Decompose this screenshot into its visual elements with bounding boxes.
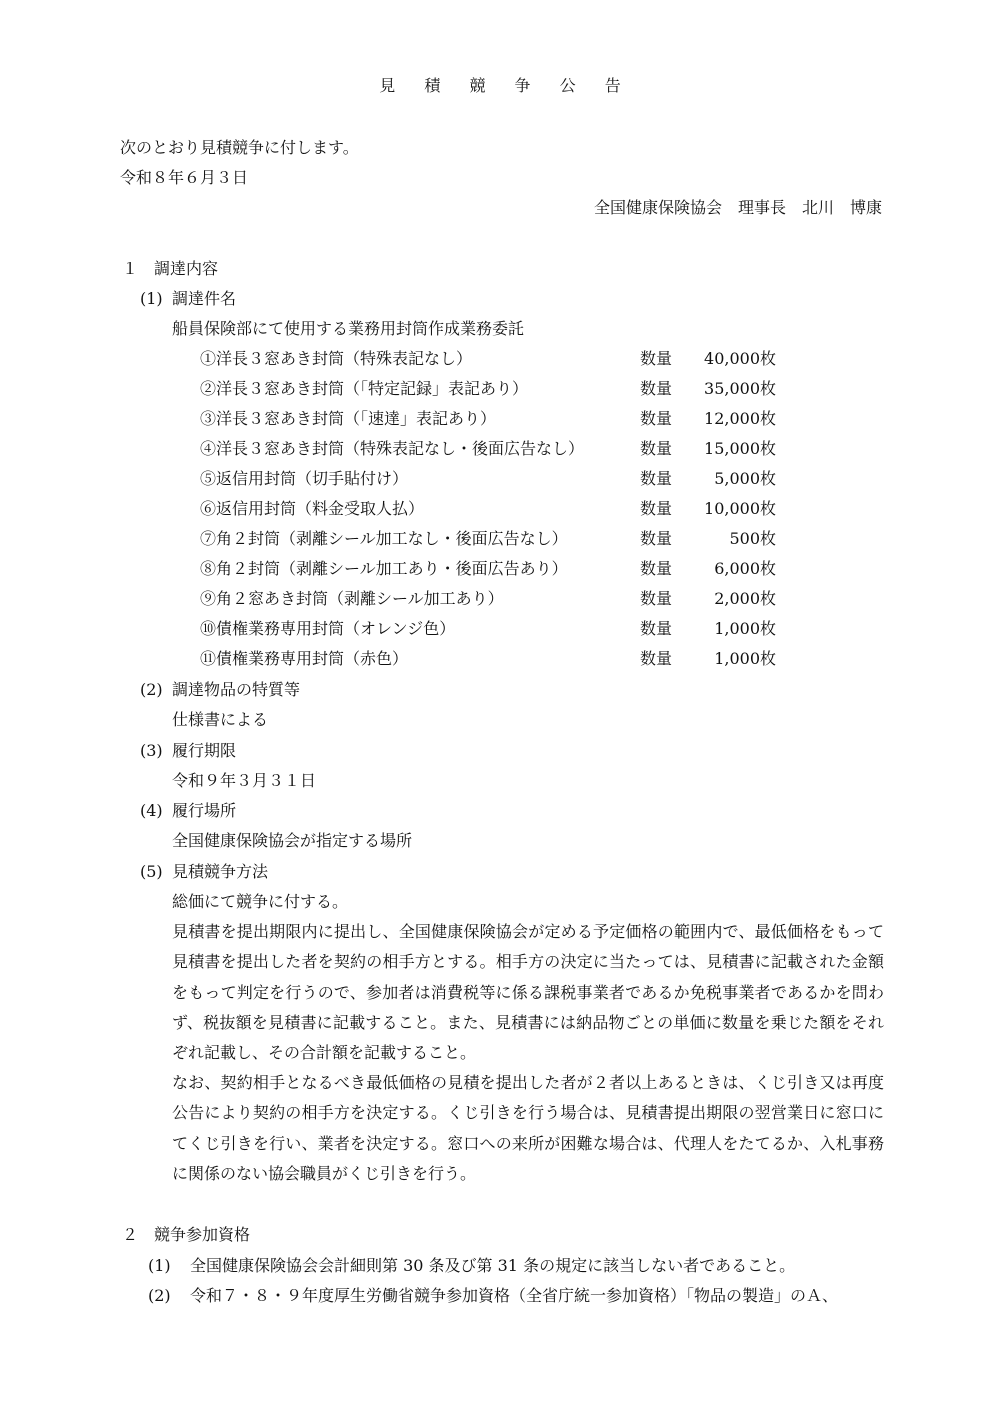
- quantity-label: 数量: [640, 559, 673, 578]
- subsection-1-5-paragraph-2: 見積書を提出期限内に提出し、全国健康保険協会が定める予定価格の範囲内で、最低価格をもって見積書を提出した者を契約の相手方とする。相手方の決定に当たっては、見積書に記載された金額をもって判定を行うので、参加者は消費税等に係る課税事業者であるか免税事業者であるかを問わず、税抜額を見積書に記載すること。また、見積書には納品物ごとの単価に数量を乗じた額をそれぞれ記載し、その合計額を記載すること。: [172, 922, 884, 1062]
- item-name: ⑦角２封筒（剥離シール加工なし・後面広告なし）: [200, 529, 568, 548]
- quantity-unit: 枚: [760, 409, 777, 428]
- subsection-1-1-heading: 調達件名: [172, 289, 237, 308]
- quantity-label: 数量: [640, 589, 673, 608]
- quantity-value: 2,000: [714, 589, 760, 608]
- quantity-label: 数量: [640, 379, 673, 398]
- subsection-1-3-label: (3): [140, 741, 163, 760]
- subsection-1-2-body: 仕様書による: [172, 710, 269, 729]
- issuer: 全国健康保険協会 理事長 北川 博康: [593, 198, 882, 217]
- subsection-1-1-label: (1): [140, 289, 163, 308]
- section-2-heading: ２ 競争参加資格: [122, 1225, 251, 1244]
- quantity-label: 数量: [640, 619, 673, 638]
- subsection-2-2-body: 令和７・８・９年度厚生労働省競争参加資格（全省庁統一参加資格）「物品の製造」のＡ、: [190, 1286, 839, 1305]
- quantity-label: 数量: [640, 499, 673, 518]
- item-name: ⑨角２窓あき封筒（剥離シール加工あり）: [200, 589, 504, 608]
- page-title: 見 積 競 争 公 告: [379, 76, 633, 95]
- item-quantity: [640, 439, 776, 459]
- subsection-2-1-label: (1): [148, 1256, 171, 1275]
- notice-date: 令和８年６月３日: [120, 168, 249, 187]
- item-name: ⑪債権業務専用封筒（赤色）: [200, 649, 409, 668]
- item-name: ④洋長３窓あき封筒（特殊表記なし・後面広告なし）: [200, 439, 585, 458]
- quantity-value: 40,000: [704, 349, 760, 368]
- procurement-subject: 船員保険部にて使用する業務用封筒作成業務委託: [172, 319, 525, 338]
- quantity-label: 数量: [640, 349, 673, 368]
- subsection-1-5-label: (5): [140, 862, 163, 881]
- item-quantity: [640, 619, 776, 639]
- item-name: ⑧角２封筒（剥離シール加工あり・後面広告あり）: [200, 559, 568, 578]
- item-quantity: [640, 649, 776, 669]
- subsection-2-1-body: 全国健康保険協会会計細則第 30 条及び第 31 条の規定に該当しない者であること。: [190, 1256, 796, 1275]
- quantity-value: 5,000: [714, 469, 760, 488]
- intro-text: 次のとおり見積競争に付します。: [120, 138, 359, 157]
- quantity-unit: 枚: [760, 439, 777, 458]
- subsection-1-4-body: 全国健康保険協会が指定する場所: [172, 831, 413, 850]
- item-name: ⑥返信用封筒（料金受取人払）: [200, 499, 425, 518]
- quantity-unit: 枚: [760, 469, 777, 488]
- quantity-value: 12,000: [704, 409, 760, 428]
- quantity-unit: 枚: [760, 589, 777, 608]
- quantity-value: 500: [729, 529, 760, 548]
- quantity-unit: 枚: [760, 559, 777, 578]
- item-quantity: [640, 589, 776, 609]
- quantity-unit: 枚: [760, 349, 777, 368]
- quantity-value: 35,000: [704, 379, 760, 398]
- subsection-2-2-label: (2): [148, 1286, 171, 1305]
- subsection-1-5-heading: 見積競争方法: [172, 862, 269, 881]
- item-quantity: [640, 379, 776, 399]
- item-name: ⑩債権業務専用封筒（オレンジ色）: [200, 619, 456, 638]
- quantity-value: 6,000: [714, 559, 760, 578]
- subsection-1-3-body: 令和９年３月３１日: [172, 771, 317, 790]
- quantity-unit: 枚: [760, 619, 777, 638]
- quantity-value: 1,000: [714, 619, 760, 638]
- quantity-label: 数量: [640, 649, 673, 668]
- quantity-unit: 枚: [760, 379, 777, 398]
- item-quantity: [640, 529, 776, 549]
- item-quantity: [640, 469, 776, 489]
- quantity-value: 1,000: [714, 649, 760, 668]
- quantity-label: 数量: [640, 469, 673, 488]
- subsection-1-4-label: (4): [140, 801, 163, 820]
- subsection-1-2-heading: 調達物品の特質等: [172, 680, 301, 699]
- item-quantity: [640, 349, 776, 369]
- quantity-label: 数量: [640, 439, 673, 458]
- item-name: ②洋長３窓あき封筒（「特定記録」表記あり）: [200, 379, 529, 398]
- subsection-1-5-paragraph-1: 総価にて競争に付する。: [172, 892, 349, 911]
- subsection-1-2-label: (2): [140, 680, 163, 699]
- quantity-label: 数量: [640, 529, 673, 548]
- quantity-value: 15,000: [704, 439, 760, 458]
- quantity-label: 数量: [640, 409, 673, 428]
- subsection-1-3-heading: 履行期限: [172, 741, 237, 760]
- subsection-1-5-paragraph-3: なお、契約相手となるべき最低価格の見積を提出した者が２者以上あるときは、くじ引き又は再度公告により契約の相手方を決定する。くじ引きを行う場合は、見積書提出期限の翌営業日に窓口にてくじ引きを行い、業者を決定する。窓口への来所が困難な場合は、代理人をたてるか、入札事務に関係のない協会職員がくじ引きを行う。: [172, 1073, 884, 1183]
- quantity-unit: 枚: [760, 499, 777, 518]
- item-name: ①洋長３窓あき封筒（特殊表記なし）: [200, 349, 473, 368]
- subsection-1-4-heading: 履行場所: [172, 801, 237, 820]
- item-name: ⑤返信用封筒（切手貼付け）: [200, 469, 409, 488]
- item-quantity: [640, 559, 776, 579]
- item-quantity: [640, 409, 776, 429]
- quantity-unit: 枚: [760, 649, 777, 668]
- item-name: ③洋長３窓あき封筒（「速達」表記あり）: [200, 409, 497, 428]
- quantity-unit: 枚: [760, 529, 777, 548]
- quantity-value: 10,000: [704, 499, 760, 518]
- section-1-heading: １ 調達内容: [122, 259, 219, 278]
- item-quantity: [640, 499, 776, 519]
